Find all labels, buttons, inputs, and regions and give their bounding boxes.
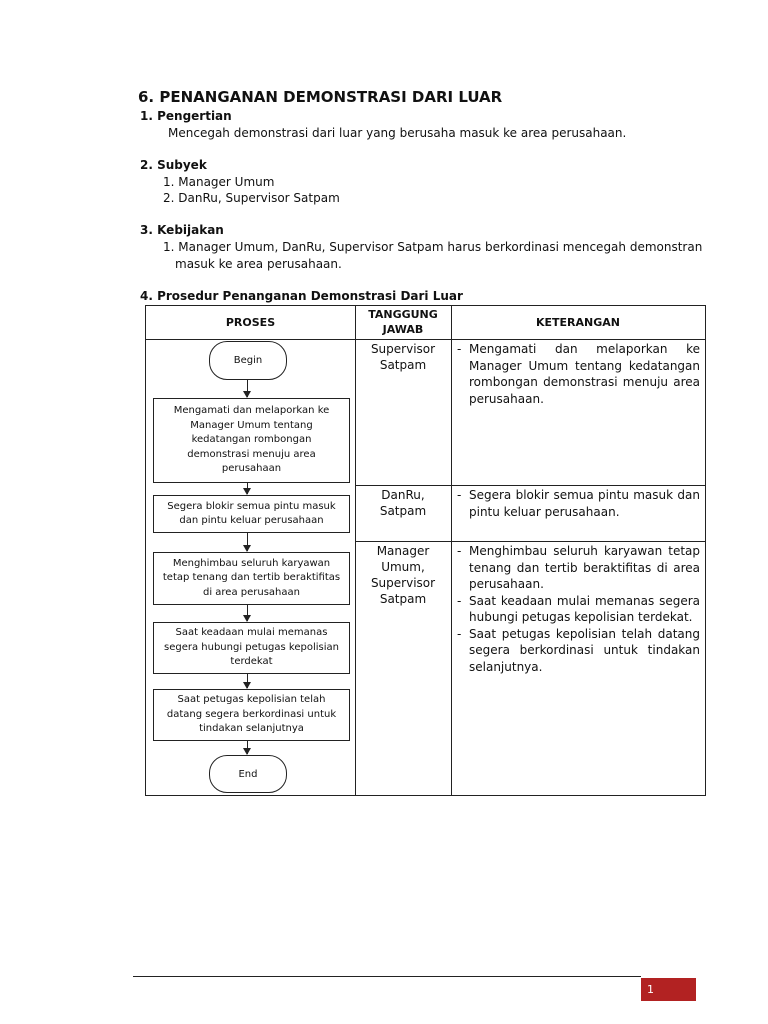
- ket-text: Menghimbau seluruh karyawan tetap tenang dan tertib beraktifitas di area perusahaan.: [469, 544, 700, 591]
- tj-line: Supervisor: [370, 342, 436, 356]
- ket-text: Saat keadaan mulai memanas segera hubungi petugas kepolisian terdekat.: [469, 593, 700, 624]
- flow-arrow: [247, 380, 248, 397]
- ket-row-1: [457, 341, 700, 407]
- section-kebijakan-heading: 3. Kebijakan: [140, 223, 224, 237]
- ket-item: - Saat keadaan mulai memanas segera hubungi petugas kepolisian terdekat.: [457, 593, 700, 624]
- page-title: 6. PENANGANAN DEMONSTRASI DARI LUAR: [138, 88, 503, 106]
- flow-step-5: Saat petugas kepolisian telah datang segera berkordinasi untuk tindakan selanjutnya: [153, 689, 350, 741]
- table-row-divider: [355, 485, 705, 486]
- tj-line: Supervisor: [370, 576, 436, 590]
- procedure-table: [145, 305, 706, 796]
- kebijakan-line-1: 1. Manager Umum, DanRu, Supervisor Satpam harus berkordinasi mencegah demonstran: [163, 240, 703, 254]
- kebijakan-line-2: masuk ke area perusahaan.: [175, 257, 342, 271]
- table-header-divider: [146, 339, 705, 340]
- subyek-item-1: 1. Manager Umum: [163, 175, 275, 189]
- ket-text: Mengamati dan melaporkan ke Manager Umum tentang kedatangan rombongan demonstrasi menuju area perusahaan.: [469, 342, 700, 406]
- tj-line: Satpam: [379, 592, 427, 606]
- ket-item: - Saat petugas kepolisian telah datang segera berkordinasi untuk tindakan selanjutnya.: [457, 626, 700, 674]
- section-prosedur-heading: 4. Prosedur Penanganan Demonstrasi Dari Luar: [140, 289, 463, 303]
- ket-item: - Menghimbau seluruh karyawan tetap tenang dan tertib beraktifitas di area perusahaan.: [457, 544, 700, 591]
- flow-step-1: Mengamati dan melaporkan ke Manager Umum tentang kedatangan rombongan demonstrasi menuju area perusahaan: [153, 398, 350, 483]
- section-subyek-heading: 2. Subyek: [140, 158, 207, 172]
- ket-text: Saat petugas kepolisian telah datang segera berkordinasi untuk tindakan selanjutnya.: [469, 626, 700, 674]
- table-row-divider: [355, 541, 705, 542]
- flow-step-3: Menghimbau seluruh karyawan tetap tenang dan tertib beraktiﬁtas di area perusahaan: [153, 552, 350, 605]
- header-tanggung-jawab: [355, 307, 451, 337]
- header-proses: PROSES: [225, 316, 276, 329]
- flow-step-4: Saat keadaan mulai memanas segera hubungi petugas kepolisian terdekat: [153, 622, 350, 674]
- flow-begin-terminal: Begin: [209, 341, 287, 380]
- ket-item: - Mengamati dan melaporkan ke Manager Umum tentang kedatangan rombongan demonstrasi menuju area perusahaan.: [457, 342, 700, 406]
- table-divider: [451, 306, 452, 795]
- tj-line: Manager: [376, 544, 430, 558]
- ket-text: Segera blokir semua pintu masuk dan pintu keluar perusahaan.: [469, 488, 700, 519]
- tj-row-2: [355, 487, 451, 519]
- tj-row-3: [355, 543, 451, 607]
- flow-step-2: Segera blokir semua pintu masuk dan pintu keluar perusahaan: [153, 495, 350, 533]
- tj-line: Satpam: [379, 504, 427, 518]
- footer-rule: [133, 976, 641, 977]
- ket-row-3: [457, 543, 700, 675]
- page-number-badge: 1: [641, 978, 696, 1001]
- header-keterangan: KETERANGAN: [536, 316, 620, 329]
- flow-end-terminal: End: [209, 755, 287, 793]
- flow-arrow: [247, 533, 248, 551]
- tj-line: Umum,: [381, 560, 425, 574]
- ket-item: - Segera blokir semua pintu masuk dan pintu keluar perusahaan.: [457, 488, 700, 519]
- flow-arrow: [247, 674, 248, 688]
- header-tanggung-line2: JAWAB: [382, 323, 424, 336]
- header-tanggung-line1: TANGGUNG: [368, 308, 438, 321]
- flow-arrow: [247, 741, 248, 754]
- section-pengertian-heading: 1. Pengertian: [140, 109, 232, 123]
- flow-arrow: [247, 483, 248, 494]
- tj-row-1: [355, 341, 451, 373]
- subyek-item-2: 2. DanRu, Supervisor Satpam: [163, 191, 340, 205]
- section-pengertian-text: Mencegah demonstrasi dari luar yang berusaha masuk ke area perusahaan.: [168, 126, 627, 140]
- ket-row-2: [457, 487, 700, 520]
- flow-arrow: [247, 605, 248, 621]
- tj-line: Satpam: [379, 358, 427, 372]
- tj-line: DanRu,: [381, 488, 425, 502]
